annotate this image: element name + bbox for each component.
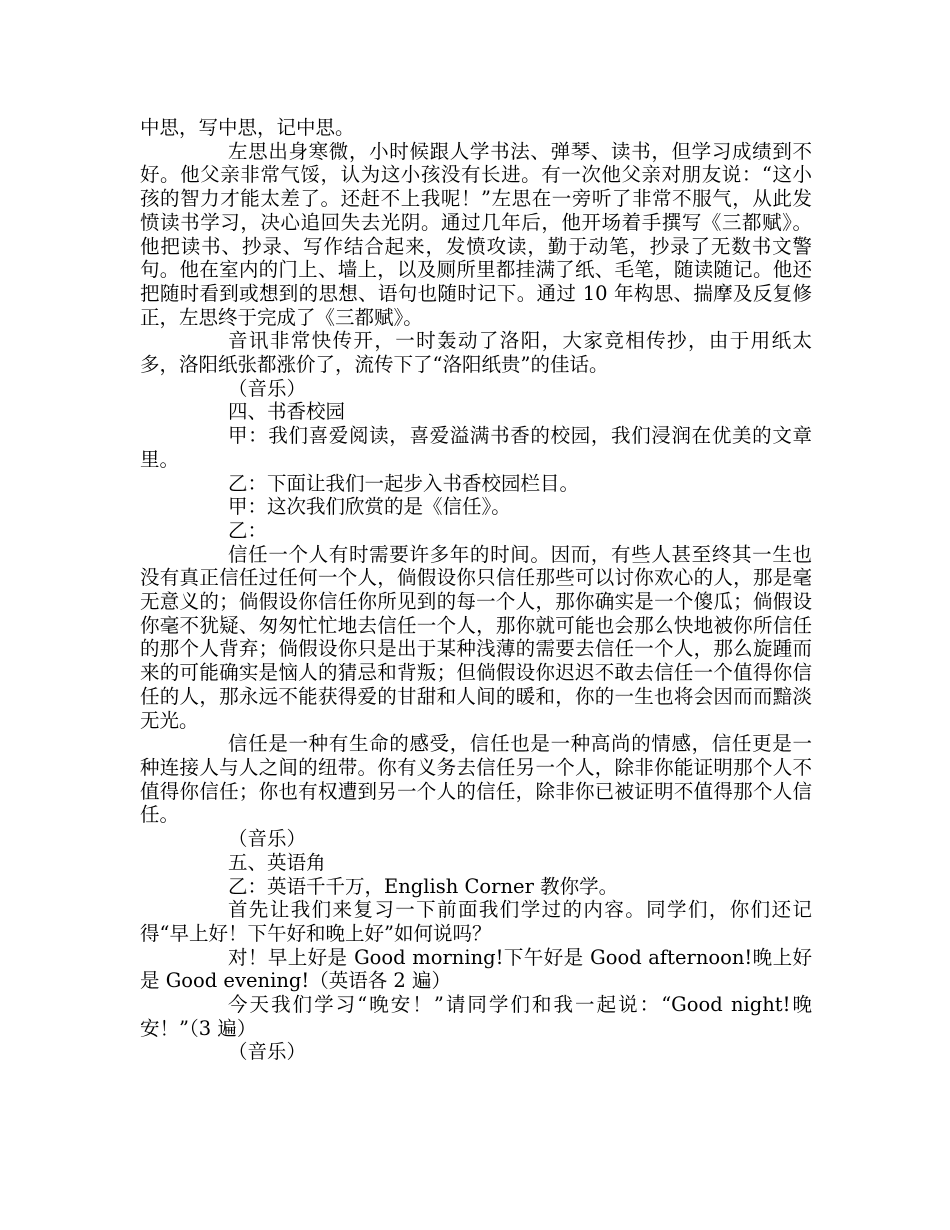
- paragraph-music-cue: （音乐）: [228, 1040, 307, 1064]
- paragraph-continuation: 中思，写中思，记中思。: [140, 116, 355, 139]
- paragraph-trust-essay-1: 信任一个人有时需要许多年的时间。因而，有些人甚至终其一生也没有真正信任过任何一个人，倘假设你只信任那些可以讨你欢心的人，那是毫无意义的；倘假设你信任你所见到的每一个人，那你确实是一个傻瓜；倘假设你毫不犹疑、匆匆忙忙地去信任一个人，那你就可能也会那么快地被你所信任的那个人背弃；倘假设你只是出于某种浅薄的需要去信任一个人，那么旋踵而来的可能确实是恼人的猜忌和背叛；但倘假设你迟迟不敢去信任一个值得你信任的人，那永远不能获得爱的甘甜和人间的暖和，你的一生也将会因而而黯淡无光。: [140, 542, 812, 732]
- paragraph-english-greetings: 对！早上好是 Good morning!下午好是 Good afternoon!晚上好是 Good evening!（英语各 2 遍）: [140, 945, 812, 993]
- paragraph-jia-trust-title: 甲：这次我们欣赏的是《信任》。: [228, 495, 511, 519]
- paragraph-trust-essay-2: 信任是一种有生命的感受，信任也是一种高尚的情感，信任更是一种连接人与人之间的纽带。你有义务去信任另一个人，除非你能证明那个人不值得你信任；你也有权遭到另一个人的信任，除非你已被证明不值得那个人信任。: [140, 732, 812, 827]
- paragraph-music-cue: （音乐）: [228, 827, 307, 851]
- document-page: [140, 116, 812, 1064]
- paragraph-music-cue: （音乐）: [228, 376, 307, 400]
- paragraph-zuosi-story: 左思出身寒微，小时候跟人学书法、弹琴、读书，但学习成绩到不好。他父亲非常气馁，认为这小孩没有长进。有一次他父亲对朋友说：“这小孩的智力才能太差了。还赶不上我呢！”左思在一旁听了非常不服气，从此发愤读书学习，决心追回失去光阴。通过几年后，他开场着手撰写《三都赋》。他把读书、抄录、写作结合起来，发愤攻读，勤于动笔，抄录了无数书文警句。他在室内的门上、墙上，以及厕所里都挂满了纸、毛笔，随读随记。他还把随时看到或想到的思想、语句也随时记下。通过 10 年构思、揣摩及反复修正，左思终于完成了《三都赋》。: [140, 139, 812, 329]
- section-heading-english-corner: 五、英语角: [228, 850, 326, 874]
- paragraph-yi-speaker: 乙：: [228, 518, 268, 542]
- paragraph-english-good-night: 今天我们学习“晚安！”请同学们和我一起说：“Good night!晚安！”（3 遍）: [140, 993, 812, 1040]
- paragraph-yi-enter-column: 乙：下面让我们一起步入书香校园栏目。: [228, 471, 580, 495]
- paragraph-jia-reading: 甲：我们喜爱阅读，喜爱溢满书香的校园，我们浸润在优美的文章里。: [140, 424, 812, 471]
- section-heading-reading-campus: 四、书香校园: [228, 400, 346, 424]
- paragraph-english-review: 首先让我们来复习一下前面我们学过的内容。同学们，你们还记得“早上好！下午好和晚上好”如何说吗？: [140, 898, 812, 945]
- paragraph-luoyang-paper: 音讯非常快传开，一时轰动了洛阳，大家竞相传抄，由于用纸太多，洛阳纸张都涨价了，流传下了“洛阳纸贵”的佳话。: [140, 329, 812, 377]
- paragraph-english-intro: 乙：英语千千万，English Corner 教你学。: [228, 874, 619, 898]
